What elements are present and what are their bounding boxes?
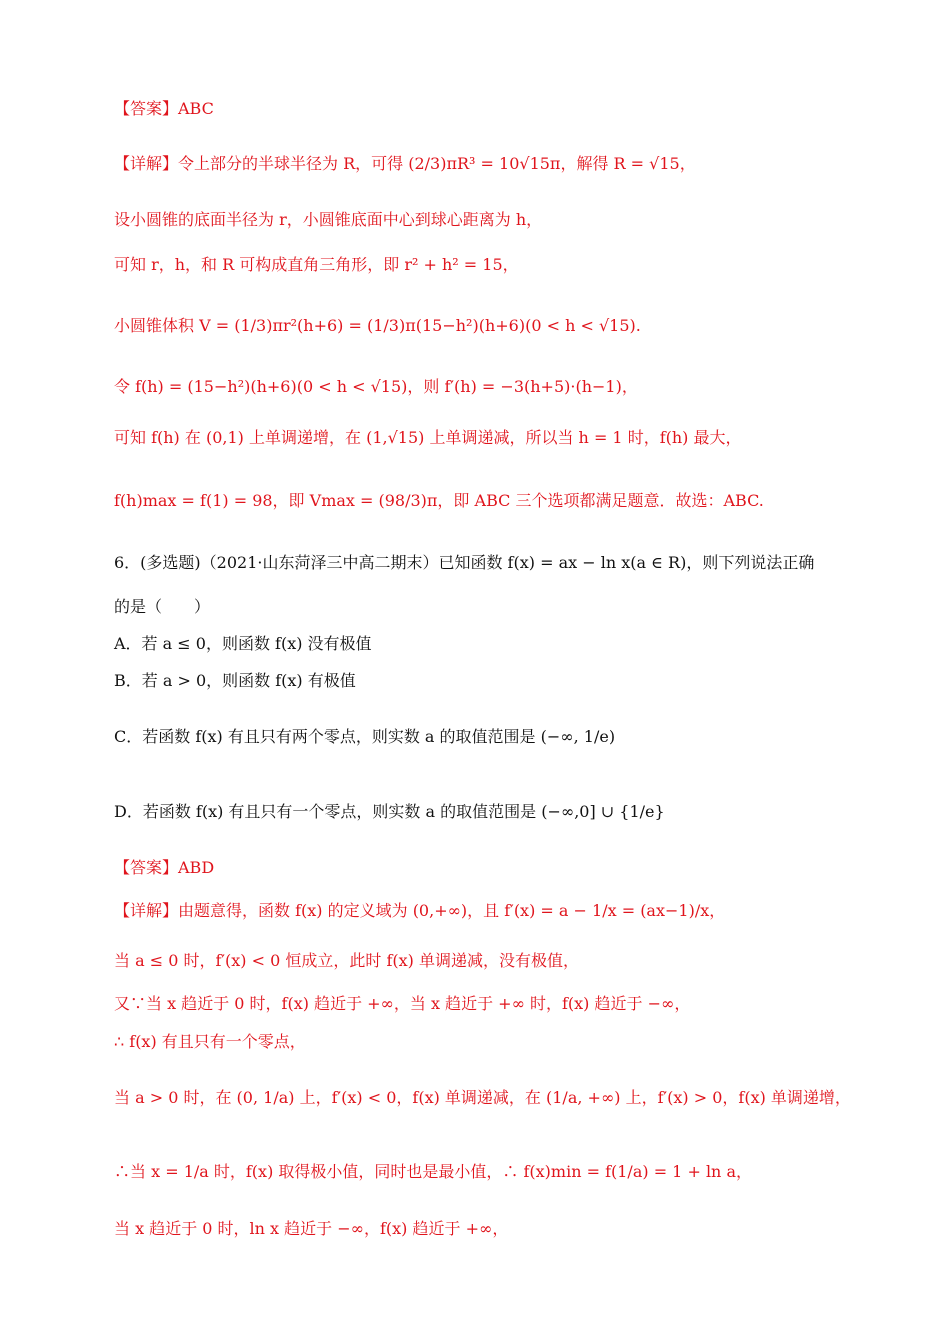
solution-line-3: 又∵当 x 趋近于 0 时，f(x) 趋近于 +∞，当 x 趋近于 +∞ 时，f(x) 趋近于 −∞， [114,994,691,1013]
option-d: D．若函数 f(x) 有且只有一个零点，则实数 a 的取值范围是 (−∞,0] ∪ {1/e} [114,802,665,821]
question-stem-line-1: 6．(多选题)（2021·山东菏泽三中高二期末）已知函数 f(x) = ax − ln x(a ∈ R)，则下列说法正确 [114,553,815,572]
detail-line-2: 设小圆锥的底面半径为 r，小圆锥底面中心到球心距离为 h， [114,210,543,229]
solution-line-6: ∴当 x = 1/a 时，f(x) 取得极小值，同时也是最小值，∴ f(x)min = f(1/a) = 1 + ln a， [114,1162,752,1181]
answer-label-prev: 【答案】ABC [114,99,214,118]
detail-line-6: 可知 f(h) 在 (0,1) 上单调递增，在 (1,√15) 上单调递减，所以当 h = 1 时，f(h) 最大， [114,428,742,447]
solution-line-2: 当 a ≤ 0 时，f′(x) < 0 恒成立，此时 f(x) 单调递减，没有极值， [114,951,579,970]
solution-line-5: 当 a > 0 时，在 (0, 1/a) 上，f′(x) < 0，f(x) 单调递减，在 (1/a, +∞) 上，f′(x) > 0，f(x) 单调递增， [114,1088,851,1107]
option-c: C．若函数 f(x) 有且只有两个零点，则实数 a 的取值范围是 (−∞, 1/e) [114,727,616,746]
option-b: B．若 a > 0，则函数 f(x) 有极值 [114,671,356,690]
option-a: A．若 a ≤ 0，则函数 f(x) 没有极值 [114,634,372,653]
detail-line-3: 可知 r，h，和 R 可构成直角三角形，即 r² + h² = 15， [114,255,519,274]
detail-line-7: f(h)max = f(1) = 98，即 Vmax = (98/3)π，即 ABC 三个选项都满足题意．故选：ABC. [114,491,764,510]
detail-line-4: 小圆锥体积 V = (1/3)πr²(h+6) = (1/3)π(15−h²)(h+6)(0 < h < √15). [114,316,641,335]
solution-line-1: 【详解】由题意得，函数 f(x) 的定义域为 (0,+∞)，且 f′(x) = a − 1/x = (ax−1)/x， [114,901,726,920]
question-stem-line-2: 的是（ ） [114,597,211,616]
detail-line-5: 令 f(h) = (15−h²)(h+6)(0 < h < √15)，则 f′(h) = −3(h+5)·(h−1)， [114,377,638,396]
solution-line-4: ∴ f(x) 有且只有一个零点， [114,1032,306,1051]
solution-line-7: 当 x 趋近于 0 时，ln x 趋近于 −∞，f(x) 趋近于 +∞， [114,1219,509,1238]
detail-line-1: 【详解】令上部分的半球半径为 R，可得 (2/3)πR³ = 10√15π，解得 R = √15， [114,154,696,173]
answer-label: 【答案】ABD [114,858,215,877]
